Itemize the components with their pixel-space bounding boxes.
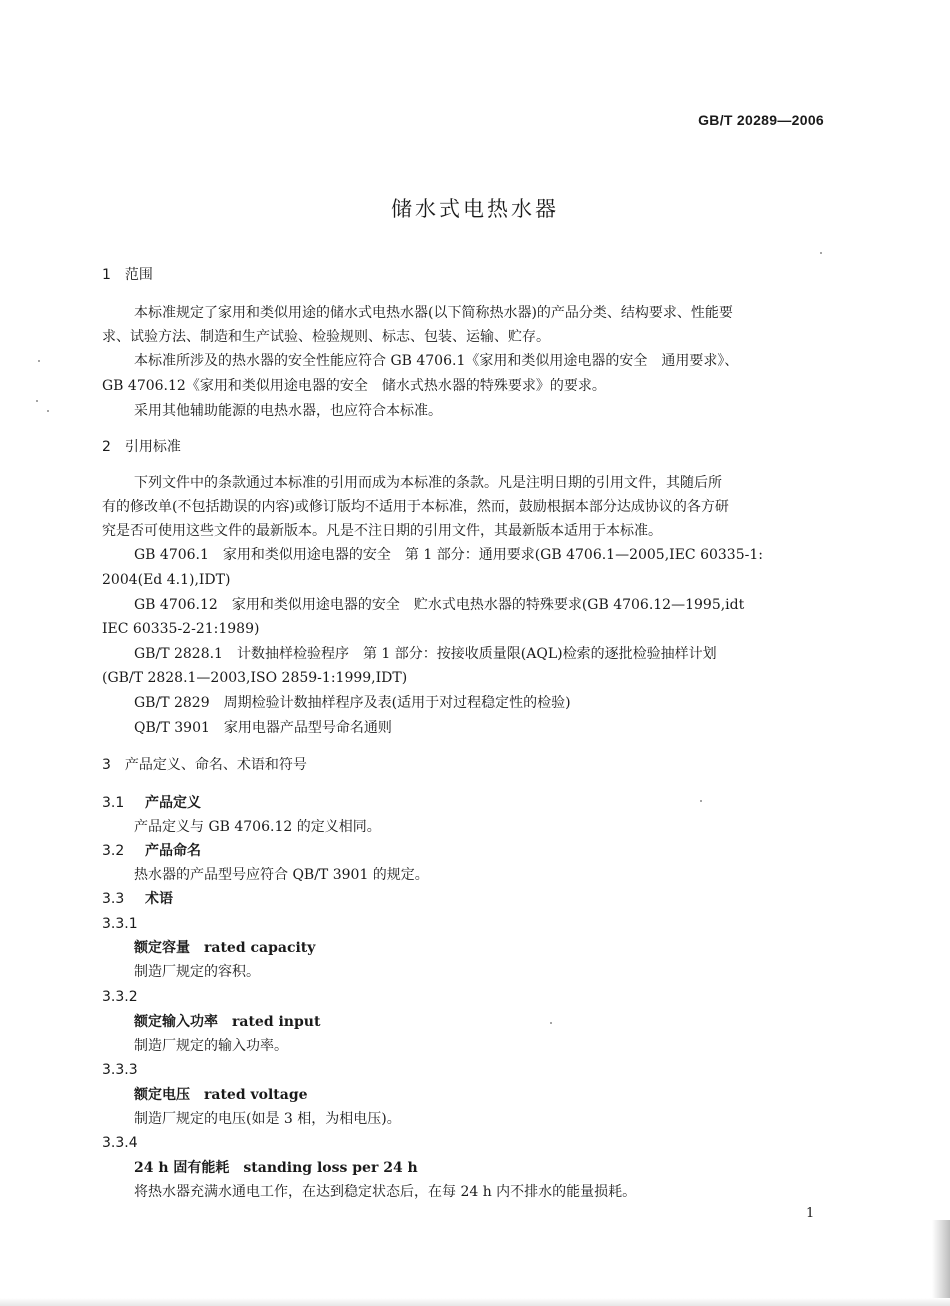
section-2-heading: 2 引用标准 — [102, 439, 181, 455]
reference-2-line-1: GB 4706.12 家用和类似用途电器的安全 贮水式电热水器的特殊要求(GB 4706.12—1995,idt — [134, 597, 745, 613]
reference-5: QB/T 3901 家用电器产品型号命名通则 — [134, 720, 392, 736]
s2-paragraph-line-2: 有的修改单(不包括勘误的内容)或修订版均不适用于本标准，然而，鼓励根据本部分达成协议的各方研 — [102, 499, 729, 515]
term-3-3-4-definition: 将热水器充满水通电工作，在达到稳定状态后，在每 24 h 内不排水的能量损耗。 — [134, 1184, 637, 1200]
s1-paragraph-1-line-1: 本标准规定了家用和类似用途的储水式电热水器(以下简称热水器)的产品分类、结构要求、性能要 — [134, 305, 733, 321]
s1-paragraph-2-line-1: 本标准所涉及的热水器的安全性能应符合 GB 4706.1《家用和类似用途电器的安全 通用要求》、 — [134, 353, 739, 369]
s1-paragraph-3: 采用其他辅助能源的电热水器，也应符合本标准。 — [134, 403, 442, 419]
s2-paragraph-line-3: 究是否可使用这些文件的最新版本。凡是不注日期的引用文件，其最新版本适用于本标准。 — [102, 523, 662, 539]
scan-speck — [550, 1022, 552, 1024]
scan-speck — [820, 252, 822, 254]
scan-speck — [700, 800, 702, 802]
section-1-heading: 1 范围 — [102, 267, 153, 283]
subsection-3-2-text: 热水器的产品型号应符合 QB/T 3901 的规定。 — [134, 867, 429, 883]
term-3-3-4-name: 24 h 固有能耗 standing loss per 24 h — [134, 1160, 418, 1176]
reference-1-line-1: GB 4706.1 家用和类似用途电器的安全 第 1 部分：通用要求(GB 4706.1—2005,IEC 60335-1: — [134, 547, 763, 563]
subsection-3-3-title: 术语 — [145, 891, 173, 907]
term-3-3-2-definition: 制造厂规定的输入功率。 — [134, 1038, 288, 1054]
term-3-3-3-number: 3.3.3 — [102, 1062, 138, 1078]
reference-3-line-1: GB/T 2828.1 计数抽样检验程序 第 1 部分：按接收质量限(AQL)检索的逐批检验抽样计划 — [134, 646, 717, 662]
reference-4: GB/T 2829 周期检验计数抽样程序及表(适用于对过程稳定性的检验) — [134, 695, 571, 711]
page-number: 1 — [806, 1206, 815, 1221]
scan-bottom-shadow — [0, 1298, 950, 1306]
term-3-3-4-number: 3.3.4 — [102, 1135, 138, 1151]
subsection-3-2-number: 3.2 — [102, 843, 125, 859]
subsection-3-1-text: 产品定义与 GB 4706.12 的定义相同。 — [134, 819, 381, 835]
term-3-3-1-name: 额定容量 rated capacity — [134, 940, 316, 956]
subsection-3-1-title: 产品定义 — [145, 795, 201, 811]
s1-paragraph-1-line-2: 求、试验方法、制造和生产试验、检验规则、标志、包装、运输、贮存。 — [102, 329, 550, 345]
reference-1-line-2: 2004(Ed 4.1),IDT) — [102, 572, 231, 588]
reference-3-line-2: (GB/T 2828.1—2003,ISO 2859-1:1999,IDT) — [102, 670, 408, 686]
scan-speck — [38, 360, 40, 362]
term-3-3-3-definition: 制造厂规定的电压(如是 3 相，为相电压)。 — [134, 1111, 401, 1127]
section-3-heading: 3 产品定义、命名、术语和符号 — [102, 757, 307, 773]
document-title: 储水式电热水器 — [391, 197, 559, 221]
term-3-3-2-number: 3.3.2 — [102, 989, 138, 1005]
scan-speck — [47, 410, 49, 412]
subsection-3-3-number: 3.3 — [102, 891, 125, 907]
subsection-3-1-number: 3.1 — [102, 795, 125, 811]
scan-edge-shadow — [932, 1220, 950, 1306]
subsection-3-2-title: 产品命名 — [145, 843, 201, 859]
term-3-3-2-name: 额定输入功率 rated input — [134, 1014, 321, 1030]
s2-paragraph-line-1: 下列文件中的条款通过本标准的引用而成为本标准的条款。凡是注明日期的引用文件，其随后所 — [134, 475, 722, 491]
reference-2-line-2: IEC 60335-2-21:1989) — [102, 621, 260, 637]
term-3-3-1-definition: 制造厂规定的容积。 — [134, 964, 260, 980]
term-3-3-3-name: 额定电压 rated voltage — [134, 1087, 308, 1103]
standard-code: GB/T 20289—2006 — [698, 112, 824, 128]
s1-paragraph-2-line-2: GB 4706.12《家用和类似用途电器的安全 储水式热水器的特殊要求》的要求。 — [102, 378, 606, 394]
scan-speck — [36, 400, 38, 402]
term-3-3-1-number: 3.3.1 — [102, 916, 138, 932]
